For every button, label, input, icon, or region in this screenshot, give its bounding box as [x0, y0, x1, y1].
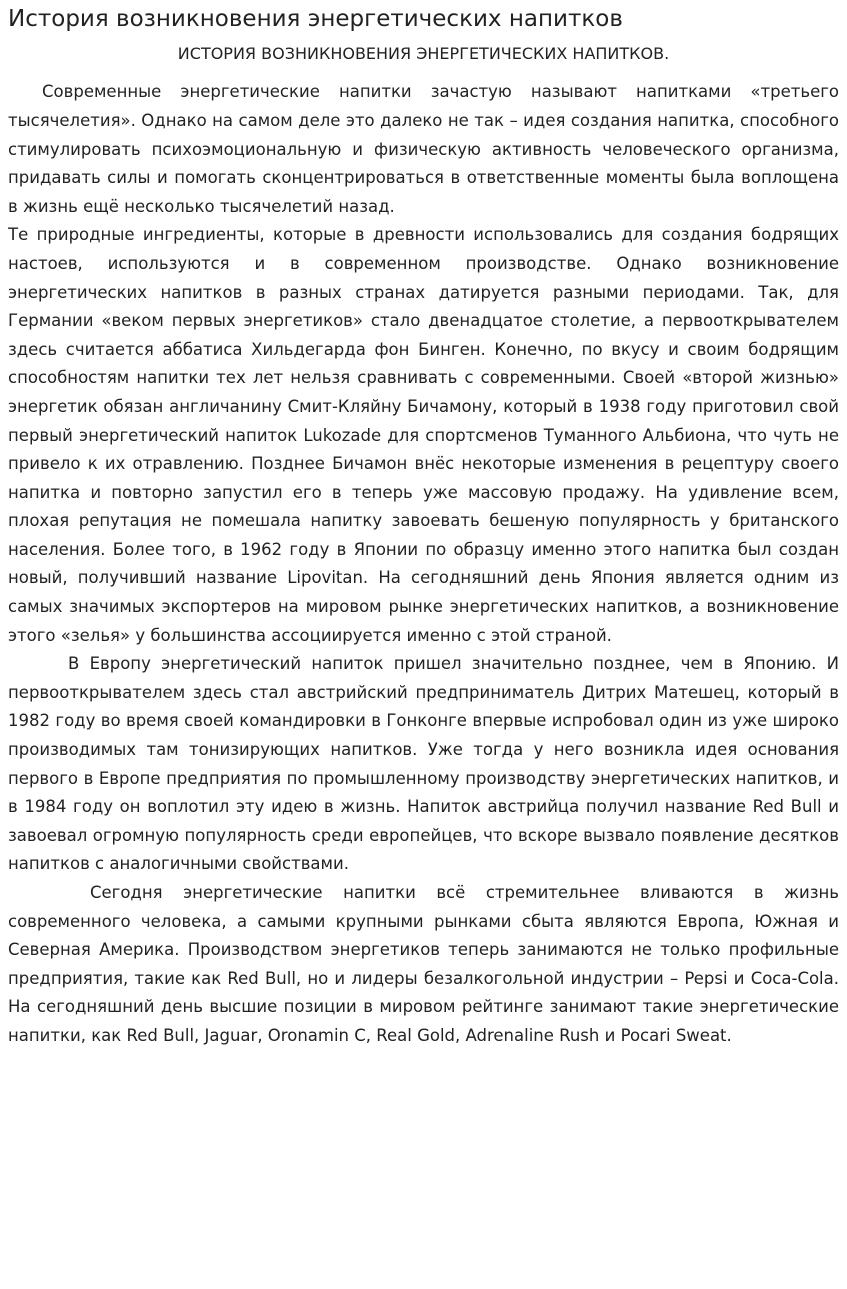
paragraph-1: Современные энергетические напитки зачастую называют напитками «третьего тысячелетия». Однако на самом деле это далеко не так – идея создания напитка, способного стимулировать психоэмоциональную и физическую активность человеческого организма, придавать силы и помогать сконцентрироваться в ответственные моменты была воплощена в жизнь ещё несколько тысячелетий назад. — [8, 82, 839, 216]
paragraph-4: Сегодня энергетические напитки всё стремительнее вливаются в жизнь современного человека, а самыми крупными рынками сбыта являются Европа, Южная и Северная Америка. Производством энергетиков теперь занимаются не только профильные предприятия, такие как Red Bull, но и лидеры безалкогольной индустрии – Pepsi и Coca-Cola. На сегодняшний день высшие позиции в мировом рейтинге занимают такие энергетические напитки, как Red Bull, Jaguar, Oronamin C, Real Gold, Adrenaline Rush и Pocari Sweat. — [8, 883, 839, 1045]
page-title: История возникновения энергетических напитков — [8, 6, 623, 32]
article-heading: ИСТОРИЯ ВОЗНИКНОВЕНИЯ ЭНЕРГЕТИЧЕСКИХ НАПИТКОВ. — [177, 43, 670, 63]
paragraph-3: В Европу энергетический напиток пришел значительно позднее, чем в Японию. И первооткрывателем здесь стал австрийский предприниматель Дитрих Матешец, который в 1982 году во время своей командировки в Гонконге впервые испробовал один из уже широко производимых там тонизирующих напитков. Уже тогда у него возникла идея основания первого в Европе предприятия по промышленному производству энергетических напитков, и в 1984 году он воплотил эту идею в жизнь. Напиток австрийца получил название Red Bull и завоевал огромную популярность среди европейцев, что вскоре вызвало появление десятков напитков с аналогичными свойствами. — [8, 654, 839, 874]
article-body — [8, 78, 839, 1050]
paragraph-2: Те природные ингредиенты, которые в древности использовались для создания бодрящих настоев, используются и в современном производстве. Однако возникновение энергетических напитков в разных странах датируется разными периодами. Так, для Германии «веком первых энергетиков» стало двенадцатое столетие, а первооткрывателем здесь считается аббатиса Хильдегарда фон Бинген. Конечно, по вкусу и своим бодрящим способностям напитки тех лет нельзя сравнивать с современными. Своей «второй жизнью» энергетик обязан англичанину Смит-Кляйну Бичамону, который в 1938 году приготовил свой первый энергетический напиток Lukozade для спортсменов Туманного Альбиона, что чуть не привело к их отравлению. Позднее Бичамон внёс некоторые изменения в рецептуру своего напитка и повторно запустил его в теперь уже массовую продажу. На удивление всем, плохая репутация не помешала напитку завоевать бешеную популярность у британского населения. Более того, в 1962 году в Японии по образцу именно этого напитка был создан новый, получивший название Lipovitan. На сегодняшний день Япония является одним из самых значимых экспортеров на мировом рынке энергетических напитков, а возникновение этого «зелья» у большинства ассоциируется именно с этой страной. — [8, 225, 839, 645]
